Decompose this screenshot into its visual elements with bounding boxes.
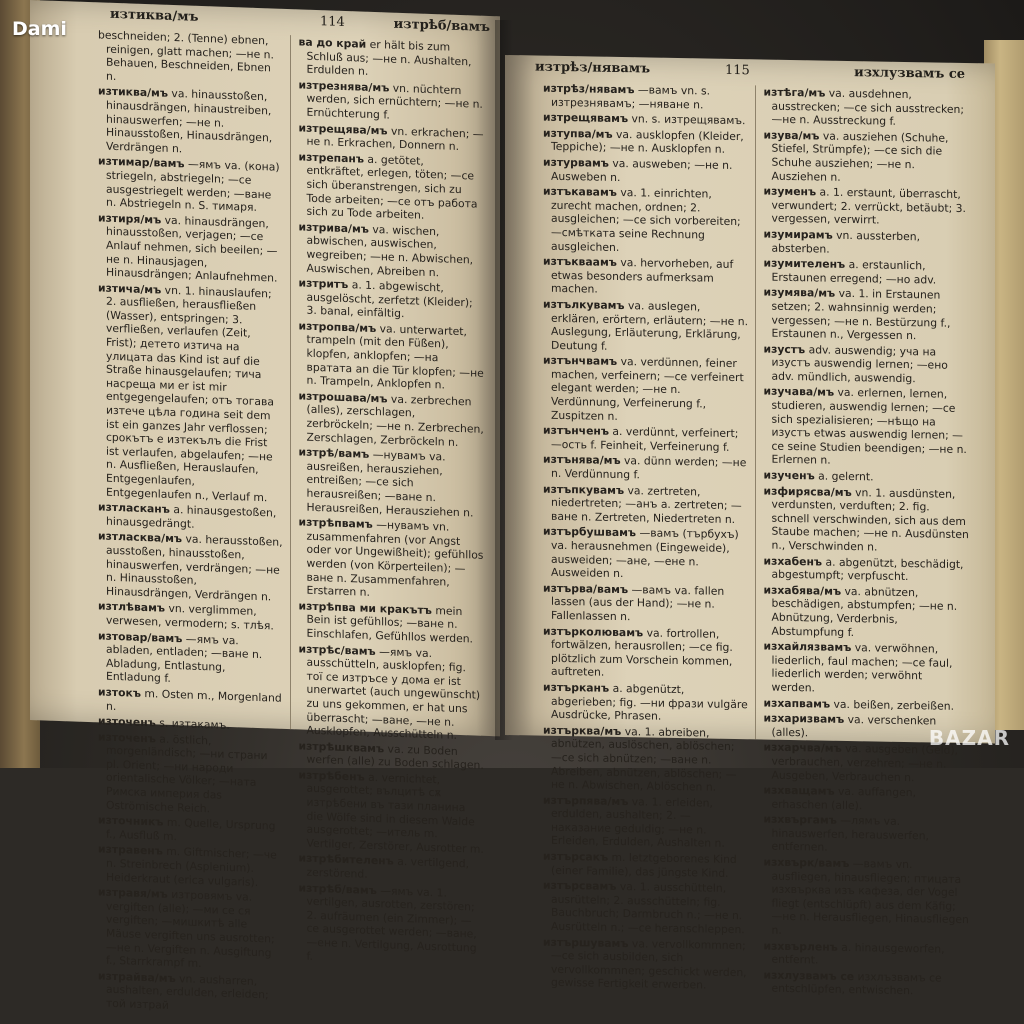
dictionary-entry: [764, 257, 970, 288]
entry-definition: va. ausgeben (Geld), verbrauchen, verzehren; —не n. Ausgeben, Verbrauchen n.: [771, 742, 959, 784]
dictionary-entry: [98, 281, 284, 505]
entry-definition: va. hinausdrängen, hinausstoßen, verjagen; —се Anlauf nehmen, sich beeilen; —не n. Hinausjagen, Hinausdrängen; Anlaufnehmen.: [106, 213, 278, 285]
entry-definition: va. 1. in Erstaunen setzen; 2. wahnsinnig werden; vergessen; —не n. Bestürzung f., Erstaunen n., Vergessen n.: [771, 287, 951, 343]
entry-definition: a. hinausgestoßen, hinausgedrängt.: [106, 503, 277, 531]
entry-definition: va. hinausstoßen, hinausdrängen, hinaustreiben, hinauswerfen; —не n. Hinausstoßen, Hinausdrängen, Verdrängen n.: [106, 87, 273, 156]
dictionary-entry: [98, 530, 284, 604]
entry-headword: изхапвамъ: [763, 696, 831, 711]
dictionary-entry: [98, 814, 284, 848]
entry-definition: vn. verglimmen, verwesen, vermodern; s. тлѣя.: [106, 602, 274, 633]
dictionary-entry: [98, 600, 284, 634]
entry-definition: va. ausweben; —не n. Ausweben n.: [551, 156, 733, 184]
entry-definition: va. unterwartet, trampeln (mit den Füßen), klopfen, anklopfen; —на вратата an die Tür klopfen; —не n. Trampeln, Anklopfen n.: [306, 321, 484, 392]
entry-definition: va. herausstoßen, ausstoßen, hinausstoßen, hinauswerfen, verdrängen; —не n. Hinausstoßen, Hinausdrängen, Verdrängen n.: [106, 532, 283, 604]
entry-headword: изтънченъ: [543, 423, 609, 439]
entry-definition: va. erlernen, lernen, studieren, auswendig lernen; —се sich spezialisieren; —нѣщо на изустъ etwas auswendig lernen; —се seine Studien beendigen; —не n. Erlernen n.: [771, 386, 967, 468]
dictionary-entry: [764, 968, 970, 999]
entry-definition: va. fortrollen, fortwälzen, herausrollen; —се fig. plötzlich zum Vorschein kommen, auftreten.: [551, 625, 733, 680]
entry-headword: изтърва/вамъ: [543, 581, 629, 596]
entry-definition: a. abgenützt, beschädigt, abgestumpft; verpfuscht.: [771, 555, 964, 584]
entry-headword: изтършувамъ: [543, 935, 629, 950]
entry-definition: a. östlich, morgenländisch; —ни страни pl. Orient; —ни народи orientalische Völker; —ната Римска империя das Oströmische Reich.: [106, 732, 268, 815]
watermark-text: Dami: [12, 18, 67, 40]
entry-headword: изтлѣвамъ: [98, 599, 166, 616]
entry-definition: —нувамъ va. ausreißen, herausziehen, entreißen; —се sich herausreißen; —ване n. Herausreißen, Herausziehen n.: [306, 448, 474, 520]
entry-definition: —вамъ vn. ausfliegen, hinausfliegen; птицата изхвърква изъ кафеза, der Vogel fliegt (entschlüpft) aus dem Käfig; —не n. Herausfliegen, Hinausfliegen n.: [771, 857, 969, 937]
entry-definition: —вамъ (търбухъ) va. herausnehmen (Eingeweide), ausweiden; —ане, —ене n. Ausweiden n.: [551, 526, 739, 581]
entry-definition: mein Bein ist gefühllos; —ване n. Einschlafen, Gefühllos werden.: [306, 603, 473, 646]
entry-headword: изтъкавамъ: [543, 184, 617, 200]
entry-headword: изтърсвамъ: [543, 878, 617, 894]
dictionary-entry: [98, 85, 284, 159]
entry-headword: изтрѣз/нявамъ: [543, 81, 635, 97]
entry-headword: изучава/мъ: [763, 384, 835, 400]
entry-definition: va. auslegen, erklären, erörtern, erläutern; —не n. Auslegung, Erläuterung, Erklärung, Deutung f.: [551, 298, 749, 353]
entry-definition: a. verdünnt, verfeinert; —ость f. Feinheit, Verfeinerung f.: [551, 425, 739, 454]
entry-headword: изтритъ: [298, 276, 349, 292]
dictionary-entry: [764, 696, 970, 713]
entry-headword: изтърсакъ: [543, 849, 609, 864]
dictionary-entry: [764, 342, 970, 386]
entry-definition: va. 1. erleiden, erdulden, aushalten; 2. —наказание geduldig; —не n. Erleiden, Erdulden, Aushalten n.: [551, 794, 725, 851]
dictionary-entry: [299, 516, 485, 604]
dictionary-entry: [543, 681, 749, 725]
entry-definition: adv. auswendig; уча на изустъ auswendig lernen; —ено adv. mündlich, auswendig.: [771, 342, 948, 386]
dictionary-entry: [543, 354, 749, 426]
dictionary-entry: [764, 813, 970, 857]
entry-definition: m. Osten m., Morgenland n.: [106, 686, 282, 713]
dictionary-entry: [764, 185, 970, 229]
entry-headword: изтънява/мъ: [543, 453, 621, 468]
entry-definition: va. ausziehen (Schuhe, Stiefel, Strümpfe); —се sich die Schuhe ausziehen; —не n. Ausziehen n.: [771, 129, 949, 184]
entry-headword: изумирамъ: [763, 227, 833, 242]
dictionary-entry: [299, 852, 485, 886]
entry-headword: изхвъргамъ: [763, 812, 837, 828]
dictionary-entry: [543, 185, 749, 257]
entry-headword: изтича/мъ: [98, 281, 162, 297]
left-header-guideword-end: изтрѣб/вамъ: [393, 16, 490, 36]
entry-headword: изтласканъ: [98, 500, 170, 517]
entry-headword: изтупва/мъ: [543, 126, 613, 141]
entry-definition: a. vernichtet, ausgerottet; вълцитѣ сѫ изтрѣбени въ тази планина die Wölfe sind in diesem Walde ausgerottet; —итель m. Vertilger, Zerstörer, Ausrotter m.: [306, 770, 484, 856]
entry-headword: изтърква/мъ: [543, 723, 622, 738]
entry-headword: изфирясва/мъ: [763, 484, 852, 499]
entry-definition: va. zertreten, niedertreten; —анъ a. zertreten; —ване n. Zertreten, Niedertreten n.: [551, 483, 742, 526]
entry-headword: изтрещява/мъ: [298, 120, 388, 138]
entry-headword: изтрѣ/вамъ: [298, 445, 370, 462]
entry-definition: m. Quelle, Ursprung f., Ausfluß m.: [106, 815, 276, 843]
entry-definition: a. gelernt.: [814, 469, 874, 484]
entry-headword: изтимар/вамъ: [98, 154, 185, 171]
entry-headword: изтрещявамъ: [543, 110, 629, 126]
entry-definition: va. verschenken (alles).: [771, 713, 937, 740]
entry-headword: изумява/мъ: [763, 285, 836, 301]
dictionary-entry: [543, 453, 749, 484]
dictionary-entry: [543, 525, 749, 583]
dictionary-entry: [299, 881, 485, 969]
entry-headword: изумителенъ: [763, 256, 846, 272]
dictionary-entry: [98, 730, 284, 818]
dictionary-entry: [543, 424, 749, 455]
dictionary-entry: [543, 723, 749, 795]
left-column-2: [290, 35, 491, 963]
entry-definition: —ямъ va. abladen, entladen; —ване n. Abladung, Entlastung, Entladung f.: [106, 631, 263, 686]
entry-definition: va. beißen, zerbeißen.: [830, 697, 955, 713]
entry-definition: va. 1. einrichten, zurecht machen, ordnen; 2. ausgleichen; —се sich vorbereiten; —смѣтката seine Rechnung ausgleichen.: [551, 186, 741, 254]
right-column-1: [535, 81, 755, 992]
entry-definition: vn. erkrachen; —не n. Erkrachen, Donnern n.: [306, 124, 484, 154]
entry-definition: va. ausdehnen, ausstrecken; —се sich ausstrecken; —не n. Ausstreckung f.: [771, 86, 965, 129]
entry-definition: vn. ausharren, aushalten, erdulden, erleiden; той изтрай: [106, 971, 269, 1012]
entry-definition: —ямъ va. (кона) striegeln, abstriegeln; —се ausgestriegelt werden; —ване n. Abstriegeln n. S. тимаря.: [106, 157, 280, 215]
dictionary-entry: [764, 286, 970, 344]
entry-headword: изтрѣбенъ: [298, 768, 365, 784]
entry-headword: изтрошава/мъ: [298, 389, 388, 406]
entry-headword: изхвърк/вамъ: [763, 855, 850, 871]
dictionary-entry: [299, 319, 485, 393]
entry-headword: изтърпява/мъ: [543, 793, 629, 808]
dictionary-entry: [543, 793, 749, 851]
dictionary-entry: [543, 156, 749, 187]
dictionary-entry: [98, 629, 284, 690]
entry-definition: va. hervorheben, auf etwas besonders aufmerksam machen.: [551, 256, 734, 296]
dictionary-entry: [98, 155, 284, 216]
entry-headword: изустъ: [763, 342, 806, 356]
right-page: [505, 55, 995, 998]
entry-headword: изтрѣшквамъ: [298, 739, 385, 756]
entry-headword: изхаризвамъ: [763, 711, 845, 727]
entry-definition: —ямъ va. ausschütteln, ausklopfen; fig. тої се изтръсе у дома er ist unerwartet (auch ungewünscht) zu uns gekommen, er hat uns überrascht; —ване, —не n. Ausklopfen, Ausschütteln n.: [306, 644, 481, 743]
entry-headword: източенъ: [98, 730, 156, 746]
dictionary-entry: [98, 28, 284, 89]
entry-headword: изтъкваамъ: [543, 254, 617, 270]
right-page-number: 115: [725, 62, 750, 79]
dictionary-entry: [98, 211, 284, 285]
dictionary-entry: [764, 128, 970, 186]
entry-headword: изтравенъ: [98, 842, 163, 859]
dictionary-entry: [764, 469, 970, 486]
entry-headword: изхабенъ: [763, 554, 823, 569]
entry-definition: vn. aussterben, absterben.: [771, 228, 921, 256]
dictionary-entry: [764, 939, 970, 970]
entry-headword: изтурвамъ: [543, 155, 609, 170]
entry-definition: va. ausklopfen (Kleider, Teppiche); —не n. Ausklopfen n.: [551, 127, 744, 157]
dictionary-entry: [543, 298, 749, 356]
dictionary-entry: [98, 685, 284, 719]
left-header-guideword: изтиква/мъ: [110, 6, 199, 25]
entry-headword: изхвърленъ: [763, 939, 838, 954]
dictionary-entry: [543, 126, 749, 157]
dictionary-entry: [543, 111, 749, 128]
entry-headword: изтокъ: [98, 685, 141, 700]
dictionary-entry: [299, 121, 485, 155]
dictionary-entry: [299, 35, 485, 82]
entry-headword: изтълкувамъ: [543, 297, 625, 312]
left-column-1: [90, 28, 290, 1012]
dictionary-entry: [543, 935, 749, 993]
entry-headword: изтиква/мъ: [98, 84, 168, 101]
entry-headword: изхлузвамъ се: [763, 968, 855, 983]
dictionary-entry: [543, 82, 749, 113]
dictionary-entry: [543, 624, 749, 682]
dictionary-entry: [299, 220, 485, 281]
entry-headword: ва до край: [298, 35, 367, 51]
right-header-guideword: изтрѣз/нявамъ: [535, 59, 651, 77]
dictionary-entry: [764, 640, 970, 698]
site-logo: BAZAR: [928, 726, 1010, 750]
entry-headword: изтрѣпвамъ: [298, 515, 373, 532]
entry-definition: a. abgenützt, abgerieben; fig. —ни фрази vulgäre Ausdrücke, Phrasen.: [551, 681, 748, 723]
dictionary-entry: [764, 784, 970, 815]
dictionary-entry: [764, 554, 970, 585]
entry-headword: изтрезнява/мъ: [298, 78, 390, 95]
entry-headword: източникъ: [98, 813, 164, 829]
entry-definition: vn. s. изтрещявамъ.: [628, 112, 746, 128]
entry-headword: изтърканъ: [543, 680, 610, 695]
entry-definition: va. 1. ausschütteln, ausrütteln; 2. ausschütteln; fig. Bauchbruch; Darmbruch n.; —не n. Ausrütteln n.; —се heranschleppen.: [551, 880, 745, 937]
entry-headword: изтрѣс/вамъ: [298, 641, 376, 658]
entry-headword: изтрѣбителенъ: [298, 851, 394, 869]
dictionary-entry: [299, 599, 485, 646]
entry-definition: er hält bis zum Schluß aus; —не n. Aushalten, Erdulden n.: [306, 37, 472, 79]
entry-definition: изхлъзвамъ се entschlüpfen, entwischen.: [771, 969, 942, 998]
entry-definition: va. auffangen, erhaschen (alle).: [771, 784, 917, 812]
dictionary-entry: [98, 843, 284, 890]
dictionary-entry: [543, 850, 749, 881]
dictionary-entry: [299, 78, 485, 125]
entry-definition: va. dünn werden; —не n. Verdünnung f.: [551, 454, 747, 482]
entry-headword: изтиря/мъ: [98, 211, 162, 227]
entry-definition: va. vervollkommnen; —се sich ausbilden, sich vervollkommnen; geschickt werden, gewisse Fertigkeit erwerben.: [551, 936, 747, 992]
dictionary-entry: [543, 879, 749, 937]
dictionary-entry: [299, 446, 485, 520]
entry-headword: изтрѣпва ми кракътъ: [298, 599, 432, 617]
entry-definition: va. wischen, abwischen, auswischen, wegreiben; —не n. Abwischen, Auswischen, Abreiben n.: [306, 222, 474, 279]
entry-headword: изученъ: [763, 468, 815, 483]
entry-definition: —нувамъ vn. zusammenfahren (vor Angst oder vor Ungewißheit); gefühllos werden (von Körperteilen); —ване n. Zusammenfahren, Erstarren n.: [306, 518, 484, 600]
dictionary-entry: [764, 86, 970, 130]
entry-definition: va. 1. abreiben, abnützen, auslöschen, ablöschen; —се sich abnützen; —ване n. Abreiben, abnützen, ablöschen; —не n. Abwischen, Ablöschen n.: [551, 724, 737, 794]
entry-headword: изхващамъ: [763, 783, 835, 798]
entry-headword: изтѣга/мъ: [763, 85, 826, 100]
dictionary-entry: [764, 583, 970, 641]
entry-definition: va. zerbrechen (alles), zerschlagen, zerbröckeln; —не n. Zerbrechen, Zerschlagen, Zerbröckeln n.: [306, 392, 484, 449]
entry-headword: изтърколювамъ: [543, 624, 644, 639]
entry-headword: изтовар/вамъ: [98, 628, 183, 645]
dictionary-entry: [98, 886, 284, 974]
entry-definition: a. hinausgeworfen, entfernt.: [771, 940, 945, 967]
dictionary-entry: [764, 227, 970, 258]
dictionary-entry: [764, 385, 970, 470]
dictionary-entry: [98, 501, 284, 535]
entry-definition: —вамъ vn. s. изтрезнявамъ; —няване n.: [551, 83, 711, 112]
right-header-guideword-end: изхлузвамъ се: [854, 65, 965, 83]
entry-headword: изтравя/мъ: [98, 885, 168, 902]
entry-headword: изтрепанъ: [298, 150, 364, 166]
entry-definition: —ямъ va. 1. vertilgen, ausrotten, zerstören; 2. aufräumen (ein Zimmer); —се ausgerottet werden; —ване, —ене n. Vertilgung, Ausrottung f.: [306, 883, 477, 963]
dictionary-entry: [764, 856, 970, 941]
entry-definition: vn. 1. ausdünsten, verdunsten, verduften; 2. fig. schnell verschwinden, sich aus dem Staube machen; —не n. Ausdünsten n., Verschwinden n.: [771, 485, 969, 554]
entry-definition: a. 1. abgewischt, ausgelöscht, zerfetzt (Kleider); 3. banal, einfältig.: [306, 278, 473, 321]
entry-headword: изхарчва/мъ: [763, 740, 842, 756]
entry-headword: изтънчвамъ: [543, 353, 618, 369]
entry-headword: изхайлязвамъ: [763, 639, 852, 655]
dictionary-entry: [543, 255, 749, 299]
entry-definition: —лямъ va. hinauswerfen, herauswerfen, entfernen.: [771, 814, 929, 855]
entry-definition: beschneiden; 2. (Tenne) ebnen, reinigen, glatt machen; —не n. Behauen, Beschneiden, Ebnen n.: [98, 28, 274, 83]
dictionary-entry: [299, 276, 485, 323]
dictionary-entry: [299, 389, 485, 450]
left-page-number: 114: [320, 14, 345, 30]
entry-definition: va. verwöhnen, liederlich, faul machen; —се faul, liederlich werden; verwöhnt werden.: [771, 641, 953, 695]
dictionary-entry: [543, 581, 749, 625]
entry-definition: —вамъ va. fallen lassen (aus der Hand); —не n. Fallenlassen n.: [551, 582, 725, 624]
left-page: [30, 0, 500, 1012]
entry-definition: vn. 1. hinauslaufen; 2. ausfließen, herausfließen (Wasser), entspringen; 3. verfließen, verlaufen (Zeit, Frist); детето изтича на улицата das Kind ist auf die Straße hinausgelaufen; тича насреща ми er ist mir entgegengelaufen; отъ тогава изтече цѣла година seit dem ist ein ganzes Jahr verflossen; срокътъ е изтекълъ die Frist ist verlaufen, abgelaufen; —не n. Ausfließen, Herauslaufen, Entgegenlaufen, Entgegenlaufen n., Verlauf m.: [106, 283, 274, 504]
entry-definition: a. getötet, entkräftet, erlegen, töten; —се sich überanstrengen, sich zu Tode arbeiten; —се отъ работа sich zu Tode arbeiten.: [306, 152, 478, 222]
entry-headword: изтрѣб/вамъ: [298, 881, 377, 897]
dictionary-entry: [98, 969, 284, 1016]
entry-definition: m. Giftmischer; —че n. Streinbrech (Asplenium). Heiderkraut (erica vulgaris).: [106, 845, 277, 889]
dictionary-entry: [299, 768, 485, 856]
dictionary-entry: [299, 150, 485, 224]
entry-definition: vn. nüchtern werden, sich ernüchtern; —не n. Ernüchterung f.: [306, 81, 483, 122]
entry-headword: изтърбушвамъ: [543, 525, 637, 540]
entry-definition: va. abnützen, beschädigen, abstumpfen; —не n. Abnützung, Verderbnis, Abstumpfung f.: [771, 584, 958, 639]
entry-definition: m. letztgeborenes Kind (einer Familie), das jüngste Kind.: [551, 850, 737, 880]
dictionary-entry: [764, 484, 970, 556]
entry-headword: изтрива/мъ: [298, 220, 369, 236]
entry-definition: va. zu Boden werfen (alle) zu Boden schlagen.: [306, 742, 484, 773]
entry-definition: a. vertilgend, zerstörend.: [306, 855, 470, 881]
entry-definition: a. 1. erstaunt, überrascht, verwundert; 2. verrückt, betäubt; 3. vergessen, verwirrt.: [771, 185, 966, 227]
entry-headword: изуменъ: [763, 184, 817, 199]
entry-headword: изхабява/мъ: [763, 583, 842, 598]
entry-headword: изува/мъ: [763, 128, 820, 143]
entry-definition: s. изтакамъ.: [155, 716, 230, 733]
entry-headword: изтрайва/мъ: [98, 969, 176, 985]
entry-headword: изтласква/мъ: [98, 529, 183, 546]
left-page-columns: [90, 28, 490, 1012]
entry-definition: a. erstaunlich, Erstaunen erregend; —но adv.: [771, 258, 937, 287]
entry-definition: va. verdünnen, feiner machen, verfeinern; —се verfeinert elegant werden; —не n. Verdünnung, Verfeinerung f., Zuspitzen n.: [551, 355, 744, 423]
dictionary-entry: [543, 482, 749, 526]
entry-headword: източенъ: [98, 714, 156, 730]
entry-headword: изтъпкувамъ: [543, 482, 625, 497]
entry-headword: изтропва/мъ: [298, 319, 377, 335]
dictionary-entry: [299, 642, 485, 744]
entry-definition: изтровямъ va. vergiften (alle); —ми се ся vergiften; —мишкитѣ alle Mäuse vergiften uns ausrotten; —не n. Vergiften n. Ausgiftung f., Starrkrampf m.: [106, 888, 275, 971]
